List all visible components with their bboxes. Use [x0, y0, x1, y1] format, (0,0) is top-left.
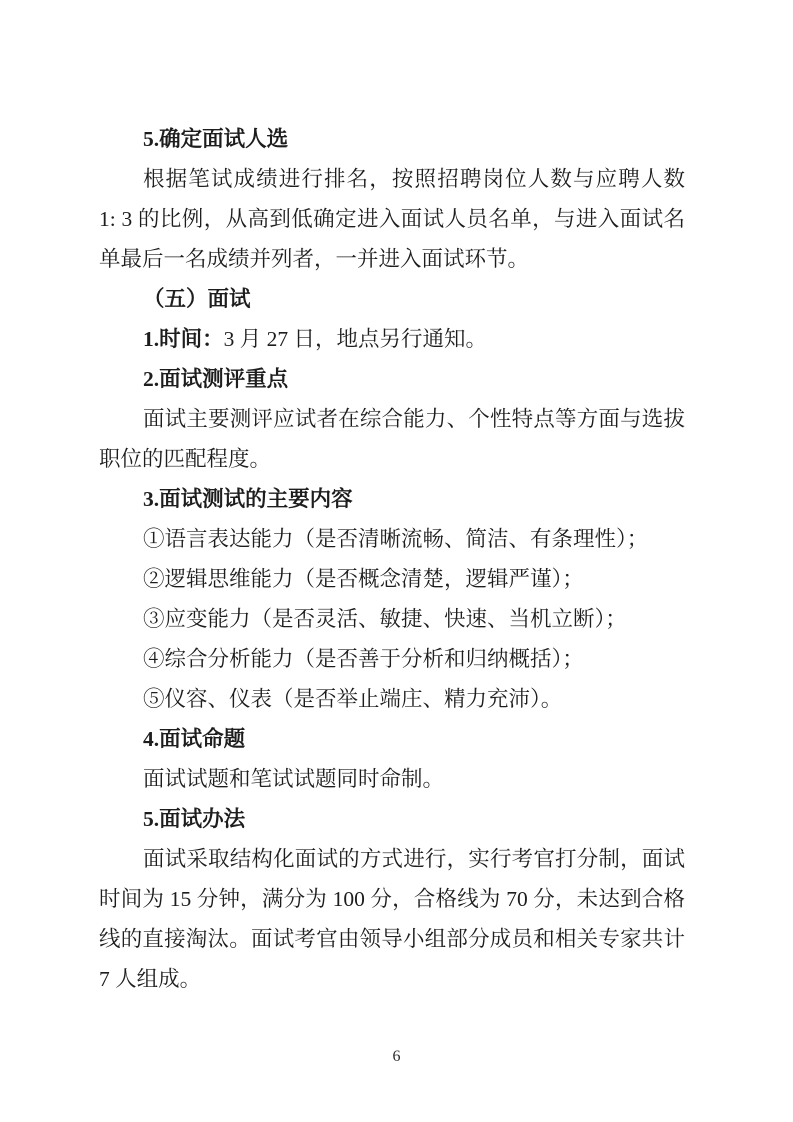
heading-interview-test-content — [99, 479, 685, 519]
text-segment: 5.面试办法 — [143, 807, 246, 831]
para-ranking-line-3 — [99, 239, 685, 279]
para-interview-method-line-4 — [99, 959, 685, 999]
text-segment: 线的直接淘汰。面试考官由领导小组部分成员和相关专家共计 — [99, 927, 685, 951]
heading-section-five-interview — [99, 279, 685, 319]
heading-interview-question-setting — [99, 719, 685, 759]
para-interview-method-line-2 — [99, 879, 685, 919]
text-segment: 3.面试测试的主要内容 — [143, 487, 353, 511]
para-evaluation-focus-line-2 — [99, 439, 685, 479]
text-segment: 时间为 15 分钟，满分为 100 分，合格线为 70 分，未达到合格 — [99, 887, 685, 911]
item-adaptability — [99, 599, 685, 639]
item-language-expression — [99, 519, 685, 559]
para-interview-time — [99, 319, 685, 359]
text-segment: 7 人组成。 — [99, 967, 202, 991]
page-number: 6 — [392, 1048, 401, 1065]
item-comprehensive-analysis — [99, 639, 685, 679]
text-segment: 1: 3 的比例，从高到低确定进入面试人员名单，与进入面试名 — [99, 207, 685, 231]
page-footer — [0, 1042, 793, 1072]
text-segment: 2.面试测评重点 — [143, 367, 289, 391]
item-appearance — [99, 679, 685, 719]
para-ranking-line-1 — [99, 159, 685, 199]
text-segment: 单最后一名成绩并列者，一并进入面试环节。 — [99, 247, 530, 271]
text-segment: 面试主要测评应试者在综合能力、个性特点等方面与选拔 — [143, 407, 685, 431]
text-segment: 面试试题和笔试试题同时命制。 — [143, 767, 445, 791]
text-segment: 4.面试命题 — [143, 727, 246, 751]
text-segment: ④综合分析能力（是否善于分析和归纳概括）； — [143, 647, 584, 671]
text-segment: ⑤仪容、仪表（是否举止端庄、精力充沛）。 — [143, 687, 563, 711]
item-logical-thinking — [99, 559, 685, 599]
text-segment: ①语言表达能力（是否清晰流畅、简洁、有条理性）； — [143, 527, 649, 551]
text-segment: ③应变能力（是否灵活、敏捷、快速、当机立断）； — [143, 607, 627, 631]
text-segment: 1.时间： — [143, 327, 224, 351]
para-ranking-line-2 — [99, 199, 685, 239]
text-segment: 根据笔试成绩进行排名，按照招聘岗位人数与应聘人数 — [143, 167, 685, 191]
text-segment: 5.确定面试人选 — [143, 127, 289, 151]
heading-interview-method — [99, 799, 685, 839]
para-evaluation-focus-line-1 — [99, 399, 685, 439]
text-segment: 3 月 27 日，地点另行通知。 — [223, 327, 488, 351]
document-body — [99, 119, 685, 999]
text-segment: 面试采取结构化面试的方式进行，实行考官打分制，面试 — [143, 847, 685, 871]
para-question-setting — [99, 759, 685, 799]
heading-interview-evaluation-focus — [99, 359, 685, 399]
heading-determine-interview-candidates — [99, 119, 685, 159]
para-interview-method-line-3 — [99, 919, 685, 959]
para-interview-method-line-1 — [99, 839, 685, 879]
text-segment: （五）面试 — [143, 287, 251, 311]
text-segment: 职位的匹配程度。 — [99, 447, 272, 471]
text-segment: ②逻辑思维能力（是否概念清楚，逻辑严谨）； — [143, 567, 584, 591]
